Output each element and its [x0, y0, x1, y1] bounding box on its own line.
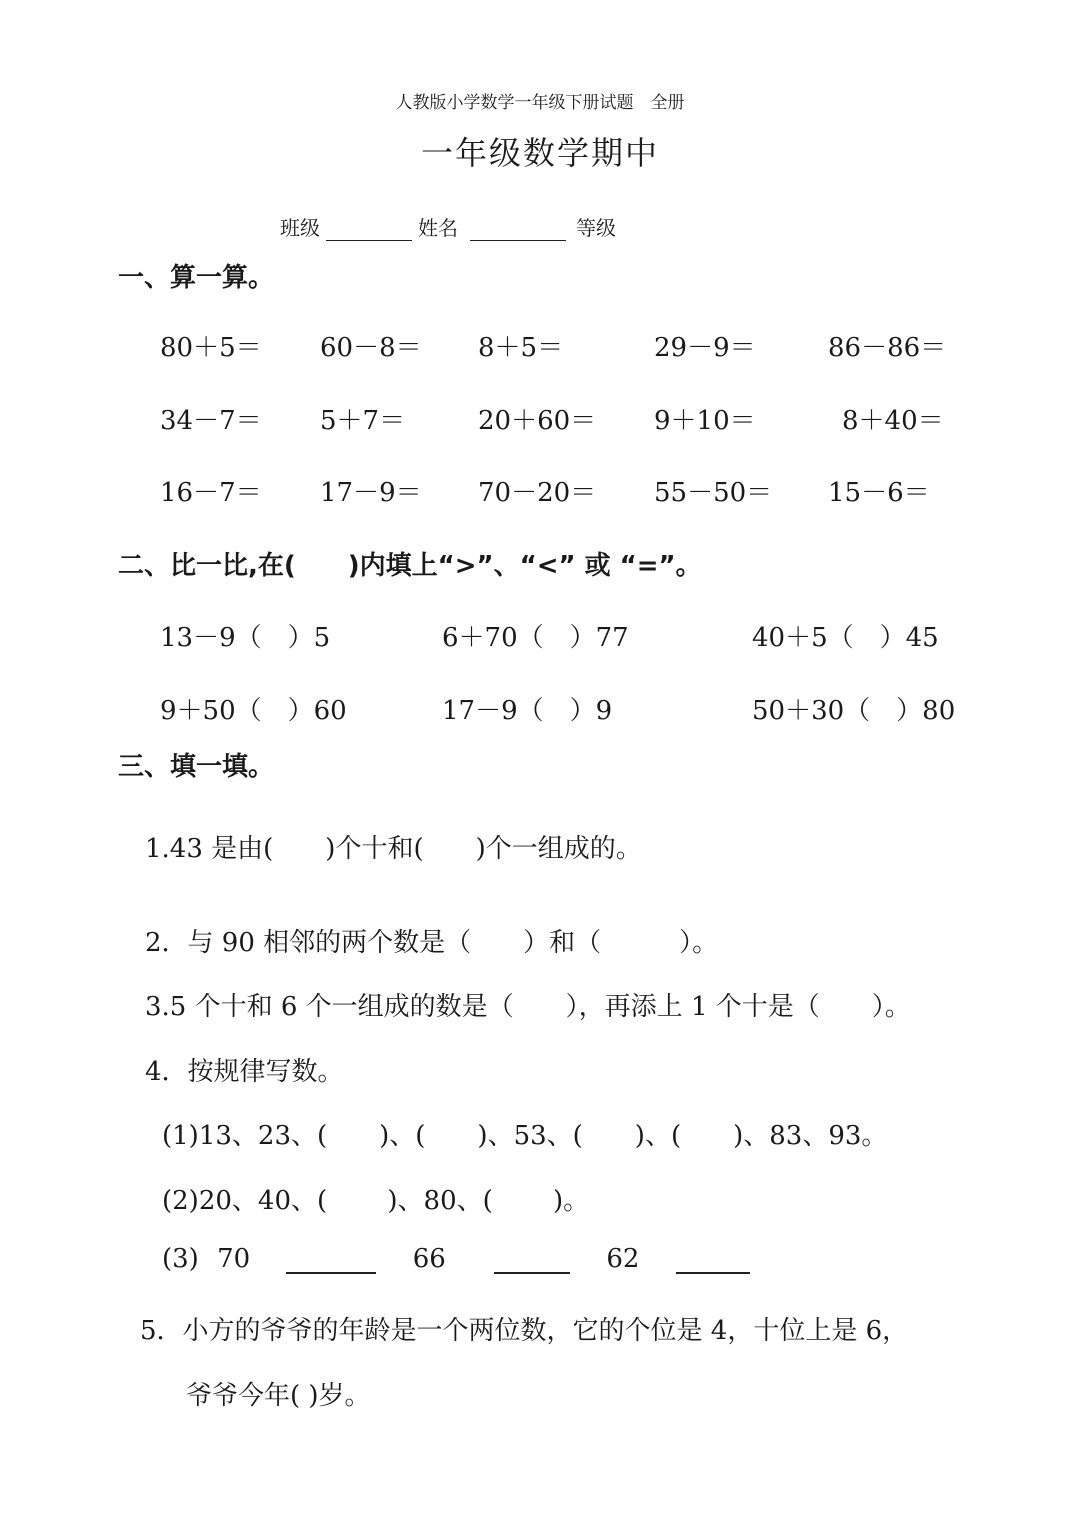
- name-blank[interactable]: [470, 218, 566, 241]
- sequence-blank[interactable]: [286, 1246, 376, 1274]
- question-4-3: [162, 1244, 750, 1274]
- compare-item: 9＋50（ ）60: [160, 696, 347, 726]
- question-4-1: (1)13、23、( )、( )、53、( )、( )、83、93。: [162, 1121, 888, 1151]
- calc-item: 16－7＝: [160, 478, 262, 508]
- calc-item: 15－6＝: [828, 478, 930, 508]
- page-title: 一年级数学期中: [420, 134, 659, 172]
- calc-item: 60－8＝: [320, 333, 422, 363]
- calc-item: 29－9＝: [654, 333, 756, 363]
- calc-item: 20＋60＝: [478, 406, 597, 436]
- q4-3-label: (3): [162, 1244, 199, 1274]
- question-3: 3.5 个十和 6 个一组成的数是（ ），再添上 1 个十是（ ）。: [145, 992, 911, 1022]
- grade-label: 等级: [576, 216, 616, 240]
- question-5-line1: 5．小方的爷爷的年龄是一个两位数，它的个位是 4，十位上是 6，: [140, 1316, 909, 1346]
- calc-item: 8＋5＝: [478, 333, 564, 363]
- sequence-number: 66: [412, 1244, 446, 1274]
- compare-item: 13－9（ ）5: [160, 623, 331, 653]
- compare-item: 17－9（ ）9: [442, 696, 613, 726]
- class-blank[interactable]: [326, 218, 412, 241]
- compare-item: 6＋70（ ）77: [442, 623, 629, 653]
- question-1: 1.43 是由( )个十和( )个一组成的。: [145, 834, 642, 864]
- sequence-number: 70: [217, 1244, 251, 1274]
- question-2: 2．与 90 相邻的两个数是（ ）和（ ）。: [145, 928, 719, 958]
- calc-item: 5＋7＝: [320, 406, 406, 436]
- section2-heading: 二、比一比,在( )内填上“>”、“<” 或 “=”。: [118, 551, 702, 581]
- calc-item: 17－9＝: [320, 478, 422, 508]
- calc-item: 34－7＝: [160, 406, 262, 436]
- calc-item: 8＋40＝: [842, 406, 944, 436]
- calc-item: 80＋5＝: [160, 333, 262, 363]
- calc-item: 70－20＝: [478, 478, 597, 508]
- question-4: 4．按规律写数。: [145, 1057, 344, 1087]
- sequence-blank[interactable]: [676, 1246, 750, 1274]
- name-label: 姓名: [418, 216, 458, 240]
- question-5-line2: 爷爷今年( )岁。: [186, 1381, 371, 1411]
- calc-item: 9＋10＝: [654, 406, 756, 436]
- sequence-number: 62: [606, 1244, 640, 1274]
- student-info: [280, 212, 616, 241]
- compare-item: 40＋5（ ）45: [752, 623, 939, 653]
- section1-heading: 一、算一算。: [118, 263, 275, 293]
- sequence-blank[interactable]: [494, 1246, 570, 1274]
- class-label: 班级: [280, 216, 320, 240]
- calc-item: 86－86＝: [828, 333, 947, 363]
- calc-item: 55－50＝: [654, 478, 773, 508]
- compare-item: 50＋30（ ）80: [752, 696, 956, 726]
- question-4-2: (2)20、40、( )、80、( )。: [162, 1186, 590, 1216]
- section3-heading: 三、填一填。: [118, 752, 275, 782]
- page-header: 人教版小学数学一年级下册试题 全册: [395, 93, 685, 113]
